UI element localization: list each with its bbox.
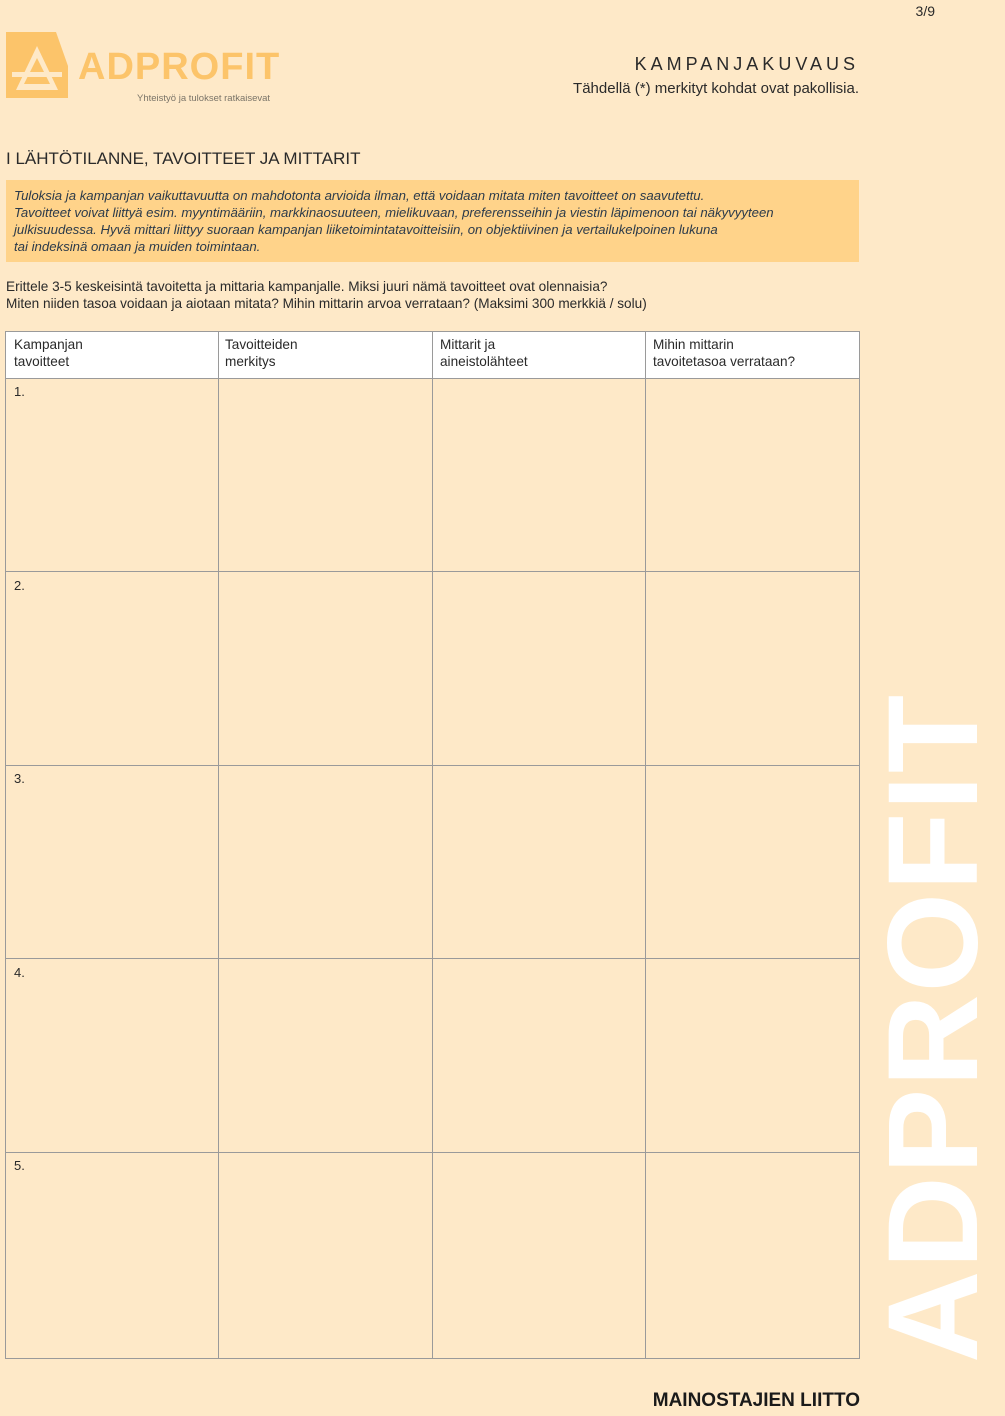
grid-line — [5, 331, 860, 332]
table-cell-2-metrics[interactable] — [433, 572, 645, 765]
page-number: 3/9 — [915, 3, 935, 19]
instruction-line: Erittele 3-5 keskeisintä tavoitetta ja mittaria kampanjalle. Miksi juuri nämä tavoitteet ovat olennaisia? — [6, 279, 608, 294]
table-cell-1-metrics[interactable] — [433, 379, 645, 571]
form-header — [573, 54, 859, 97]
info-line: tai indeksinä omaan ja muiden toimintaan. — [14, 239, 261, 254]
table-cell-4-significance[interactable] — [219, 959, 432, 1152]
logo-mark-icon — [6, 32, 68, 98]
grid-line — [5, 378, 860, 379]
row-label-4: 4. — [14, 965, 25, 980]
grid-line — [5, 1358, 860, 1359]
grid-line — [859, 331, 860, 1359]
row-label-3: 3. — [14, 771, 25, 786]
grid-line — [5, 571, 860, 572]
grid-line — [5, 958, 860, 959]
form-title: KAMPANJAKUVAUS — [634, 54, 859, 74]
table-cell-4-comparison[interactable] — [646, 959, 859, 1152]
table-cell-1-comparison[interactable] — [646, 379, 859, 571]
grid-line — [5, 331, 6, 1359]
grid-line — [645, 331, 646, 1359]
grid-line — [5, 765, 860, 766]
logo-wordmark: ADPROFIT — [78, 46, 281, 88]
table-cell-4-objective[interactable] — [6, 959, 218, 1152]
logo-tagline: Yhteistyö ja tulokset ratkaisevat — [137, 93, 271, 104]
column-header-significance: Tavoitteiden merkitys — [225, 337, 298, 369]
row-label-5: 5. — [14, 1158, 25, 1173]
table-cell-5-comparison[interactable] — [646, 1153, 859, 1358]
table-cell-5-metrics[interactable] — [433, 1153, 645, 1358]
column-header-metrics: Mittarit ja aineistolähteet — [440, 337, 528, 369]
objectives-table — [5, 331, 860, 1359]
table-cell-2-comparison[interactable] — [646, 572, 859, 765]
table-cell-3-metrics[interactable] — [433, 766, 645, 959]
info-line: Tavoitteet voivat liittyä esim. myyntimääriin, markkinaosuuteen, mielikuvaan, preferensseihin ja viestin läpimenoon tai näkyvyyteen — [14, 205, 774, 220]
form-subtitle: Tähdellä (*) merkityt kohdat ovat pakollisia. — [573, 80, 859, 97]
table-cell-4-metrics[interactable] — [433, 959, 645, 1152]
table-cell-3-comparison[interactable] — [646, 766, 859, 959]
table-cell-5-objective[interactable] — [6, 1153, 218, 1358]
info-line: Tuloksia ja kampanjan vaikuttavuutta on mahdotonta arvioida ilman, että voidaan mitata miten tavoitteet on saavutettu. — [14, 188, 705, 203]
table-cell-1-significance[interactable] — [219, 379, 432, 571]
table-cell-5-significance[interactable] — [219, 1153, 432, 1358]
footer-brand: MAINOSTAJIEN LIITTO — [652, 1390, 860, 1411]
grid-line — [5, 1152, 860, 1153]
section-title: I LÄHTÖTILANNE, TAVOITTEET JA MITTARIT — [6, 149, 361, 168]
grid-line — [432, 331, 433, 1359]
instruction-line: Miten niiden tasoa voidaan ja aiotaan mitata? Mihin mittarin arvoa verrataan? (Maksimi 300 merkkiä / solu) — [6, 296, 647, 311]
table-cell-1-objective[interactable] — [6, 379, 218, 571]
info-box — [6, 180, 859, 262]
adprofit-logo — [6, 32, 281, 107]
column-header-objectives: Kampanjan tavoitteet — [14, 337, 83, 369]
table-cell-2-significance[interactable] — [219, 572, 432, 765]
table-cell-3-significance[interactable] — [219, 766, 432, 959]
instructions — [6, 278, 647, 312]
row-label-2: 2. — [14, 578, 25, 593]
column-header-comparison: Mihin mittarin tavoitetasoa verrataan? — [653, 337, 796, 369]
table-cell-3-objective[interactable] — [6, 766, 218, 959]
row-label-1: 1. — [14, 384, 25, 399]
info-line: julkisuudessa. Hyvä mittari liittyy suoraan kampanjan liiketoimintatavoitteisiin, on objektiivinen ja vertailukelpoinen lukuna — [14, 222, 718, 237]
adprofit-watermark: ADPROFIT — [862, 692, 1005, 1363]
grid-line — [218, 331, 219, 1359]
table-cell-2-objective[interactable] — [6, 572, 218, 765]
